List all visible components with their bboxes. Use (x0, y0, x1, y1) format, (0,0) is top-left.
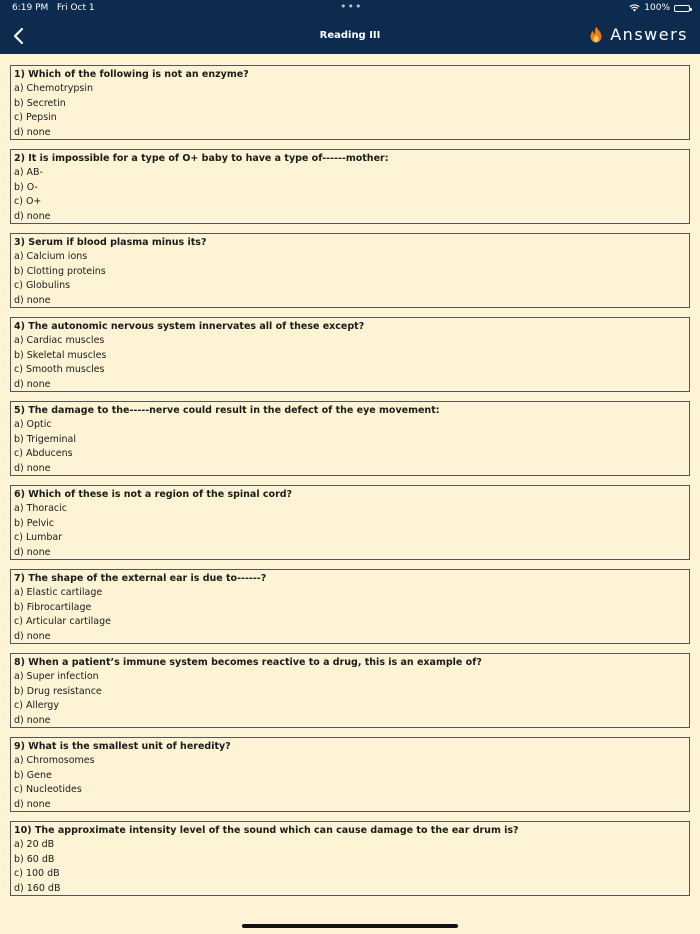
status-time: 6:19 PM Fri Oct 1 (12, 3, 95, 13)
answer-option[interactable]: a) Optic (14, 419, 52, 430)
answer-option[interactable]: c) 100 dB (14, 868, 60, 879)
answer-option[interactable]: a) Chromosomes (14, 755, 95, 766)
answer-option[interactable]: b) Skeletal muscles (14, 349, 107, 361)
fire-icon (589, 26, 603, 43)
answer-option[interactable]: a) Chemotrypsin (14, 83, 94, 94)
answer-option[interactable]: d) none (14, 798, 51, 810)
question-text: 3) Serum if blood plasma minus its? (14, 237, 207, 248)
answer-option[interactable]: c) Nucleotides (14, 784, 82, 795)
question-text: 5) The damage to the-----nerve could result in the defect of the eye movement: (14, 405, 440, 416)
battery-percent: 100% (644, 3, 670, 13)
answers-button[interactable] (589, 25, 688, 44)
answer-option[interactable]: d) none (14, 126, 51, 138)
question-card (10, 821, 690, 896)
answer-option[interactable]: d) none (14, 210, 51, 222)
answers-label: Answers (610, 25, 688, 44)
question-card (10, 569, 690, 644)
question-text: 2) It is impossible for a type of O+ baby to have a type of------mother: (14, 153, 389, 164)
answer-option[interactable]: c) Pepsin (14, 112, 57, 123)
answer-option[interactable]: b) Secretin (14, 97, 66, 109)
question-card (10, 65, 690, 140)
answer-option[interactable]: a) Cardiac muscles (14, 335, 105, 346)
question-text: 1) Which of the following is not an enzyme? (14, 69, 249, 80)
question-text: 4) The autonomic nervous system innervates all of these except? (14, 321, 365, 332)
answer-option[interactable]: c) Globulins (14, 280, 71, 291)
answer-option[interactable]: a) Thoracic (14, 503, 67, 514)
battery-icon (674, 5, 690, 12)
answer-option[interactable]: d) none (14, 294, 51, 306)
answer-option[interactable]: d) none (14, 462, 51, 474)
answer-option[interactable]: c) Lumbar (14, 532, 63, 543)
answer-option[interactable]: c) Smooth muscles (14, 364, 105, 375)
wifi-icon (629, 4, 640, 12)
multitask-dots[interactable]: ••• (340, 0, 363, 13)
answer-option[interactable]: a) AB- (14, 167, 43, 178)
answer-option[interactable]: a) Super infection (14, 671, 99, 682)
answer-option[interactable]: c) Articular cartilage (14, 616, 111, 627)
answer-option[interactable]: b) Trigeminal (14, 433, 76, 445)
answer-option[interactable]: b) Gene (14, 769, 52, 781)
home-indicator[interactable] (242, 924, 458, 928)
page-title: Reading III (319, 30, 381, 41)
question-card (10, 485, 690, 560)
answer-option[interactable]: d) none (14, 378, 51, 390)
status-indicators (629, 3, 690, 13)
answer-option[interactable]: b) Pelvic (14, 517, 55, 529)
answer-option[interactable]: a) Calcium ions (14, 251, 88, 262)
nav-bar (0, 0, 700, 54)
question-card (10, 149, 690, 224)
question-list[interactable] (10, 65, 690, 905)
question-card (10, 401, 690, 476)
answer-option[interactable]: d) none (14, 714, 51, 726)
answer-option[interactable]: a) 20 dB (14, 839, 55, 850)
question-text: 10) The approximate intensity level of the sound which can cause damage to the ear drum is? (14, 825, 519, 836)
answer-option[interactable]: c) Abducens (14, 448, 73, 459)
answer-option[interactable]: d) none (14, 630, 51, 642)
question-text: 7) The shape of the external ear is due to------? (14, 573, 267, 584)
answer-option[interactable]: d) none (14, 546, 51, 558)
question-card (10, 653, 690, 728)
answer-option[interactable]: a) Elastic cartilage (14, 587, 103, 598)
answer-option[interactable]: c) Allergy (14, 700, 59, 711)
question-card (10, 233, 690, 308)
answer-option[interactable]: b) Clotting proteins (14, 265, 106, 277)
answer-option[interactable]: c) O+ (14, 196, 42, 207)
answer-option[interactable]: b) Fibrocartilage (14, 601, 92, 613)
question-card (10, 737, 690, 812)
question-text: 8) When a patient’s immune system becomes reactive to a drug, this is an example of? (14, 657, 482, 668)
question-text: 6) Which of these is not a region of the spinal cord? (14, 489, 293, 500)
answer-option[interactable]: b) 60 dB (14, 853, 55, 865)
answer-option[interactable]: b) O- (14, 181, 38, 193)
question-card (10, 317, 690, 392)
answer-option[interactable]: d) 160 dB (14, 882, 61, 894)
answer-option[interactable]: b) Drug resistance (14, 685, 102, 697)
question-text: 9) What is the smallest unit of heredity? (14, 741, 231, 752)
